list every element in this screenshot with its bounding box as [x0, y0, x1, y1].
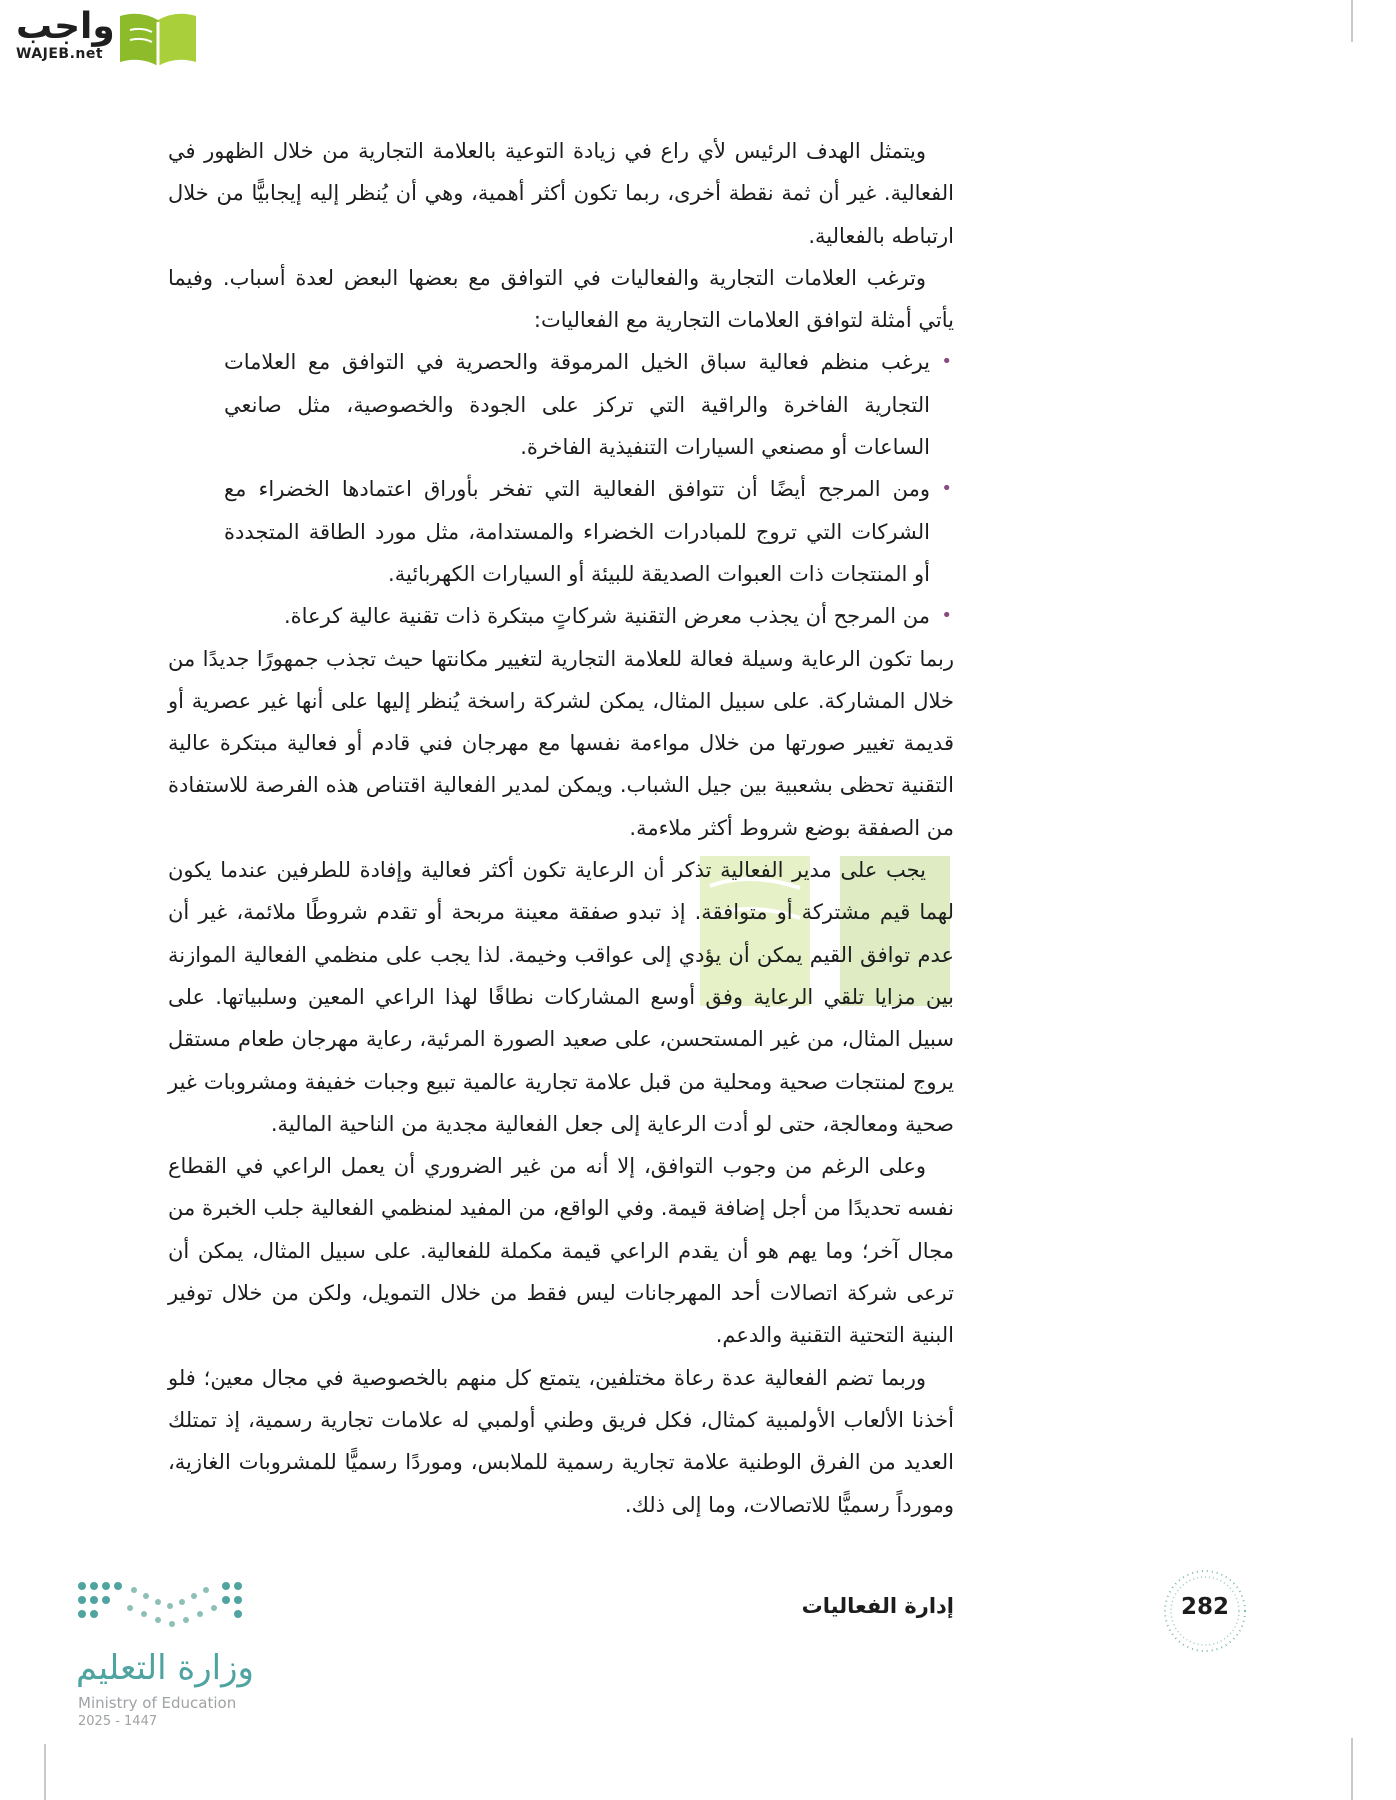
list-item-text: ومن المرجح أيضًا أن تتوافق الفعالية التي تفخر بأوراق اعتمادها الخضراء مع الشركات التي تروج للمبادرات الخضراء والمستدامة، مثل مورد الطاقة المتجددة أو المنتجات ذات العبوات الصديقة للبيئة أو السيارات الكهربائية.: [224, 477, 930, 586]
wajeb-logo[interactable]: [12, 6, 192, 70]
paragraph-primary-goal: ويتمثل الهدف الرئيس لأي راع في زيادة التوعية بالعلامة التجارية من خلال الظهور في الفعالية. غير أن ثمة نقطة أخرى، ربما تكون أكثر أهمية، وهي أن يُنظر إليه إيجابيًّا من خلال ارتباطه بالفعالية.: [168, 139, 954, 248]
page-number: 282: [1180, 1594, 1229, 1620]
list-item: [224, 468, 954, 595]
wajeb-logo-site: WAJEB.net: [16, 46, 104, 62]
wajeb-logo-word: واجب: [16, 6, 115, 47]
paragraph-multiple-sponsors: وربما تضم الفعالية عدة رعاة مختلفين، يتمتع كل منهم بالخصوصية في مجال معين؛ فلو أخذنا الألعاب الأولمبية كمثال، فكل فريق وطني أولمبي له علامات تجارية رسمية، إذ تمتلك العديد من الفرق الوطنية علامة تجارية رسمية للملابس، وموردًا رسميًّا للمشروبات الغازية، ومورداً رسميًّا للاتصالات، وما إلى ذلك.: [168, 1365, 954, 1517]
bullet-icon: •: [941, 351, 952, 373]
bullet-icon: •: [941, 605, 952, 627]
page-body: [168, 130, 954, 1526]
open-book-icon: [116, 10, 200, 68]
ministry-of-education-logo: [74, 1578, 274, 1728]
ministry-year: 2025 - 1447: [78, 1714, 158, 1729]
paragraph-brand-alignment: وترغب العلامات التجارية والفعاليات في التوافق مع بعضها البعض لعدة أسباب. وفيما يأتي أمثلة لتوافق العلامات التجارية مع الفعاليات:: [168, 265, 954, 333]
examples-list: [168, 341, 954, 637]
crop-mark-bottom-right: [1351, 1738, 1353, 1800]
paragraph-repositioning: ربما تكون الرعاية وسيلة فعالة للعلامة التجارية لتغيير مكانتها حيث تجذب جمهورًا جديدًا من خلال المشاركة. على سبيل المثال، يمكن لشركة راسخة يُنظر إليها على أنها غير عصرية أو قديمة تغيير صورتها من خلال مواءمة نفسها مع مهرجان فني قادم أو فعالية مبتكرة عالية التقنية تحظى بشعبية بين جيل الشباب. ويمكن لمدير الفعالية اقتناص هذه الفرصة للاستفادة من الصفقة بوضع شروط أكثر ملاءمة.: [168, 646, 954, 840]
bullet-icon: •: [941, 478, 952, 500]
crop-mark-bottom-left: [44, 1744, 46, 1800]
list-item-text: يرغب منظم فعالية سباق الخيل المرموقة والحصرية في التوافق مع العلامات التجارية الفاخرة والراقية التي تركز على الجودة والخصوصية، مثل صانعي الساعات أو مصنعي السيارات التنفيذية الفاخرة.: [224, 350, 930, 460]
list-item: [224, 595, 954, 637]
list-item: [224, 341, 954, 468]
list-item-text: من المرجح أن يجذب معرض التقنية شركاتٍ مبتكرة ذات تقنية عالية كرعاة.: [283, 604, 930, 629]
ministry-name-ar: وزارة التعليم: [76, 1648, 254, 1688]
paragraph-complementary-value: وعلى الرغم من وجوب التوافق، إلا أنه من غير الضروري أن يعمل الراعي في القطاع نفسه تحديدًا من أجل إضافة قيمة. وفي الواقع، من المفيد لمنظمي الفعالية جلب الخبرة من مجال آخر؛ وما يهم هو أن يقدم الراعي قيمة مكملة للفعالية. على سبيل المثال، يمكن أن ترعى شركة اتصالات أحد المهرجانات ليس فقط من خلال التمويل، ولكن من خلال توفير البنية التحتية التقنية والدعم.: [168, 1154, 954, 1348]
ministry-name-en: Ministry of Education: [78, 1694, 237, 1712]
book-title: إدارة الفعاليات: [801, 1594, 954, 1618]
paragraph-shared-values: يجب على مدير الفعالية تذكر أن الرعاية تكون أكثر فعالية وإفادة للطرفين عندما يكون لهما قيم مشتركة أو متوافقة. إذ تبدو صفقة معينة مربحة أو تقدم شروطًا ملائمة، غير أن عدم توافق القيم يمكن أن يؤدي إلى عواقب وخيمة. لذا يجب على منظمي الفعالية الموازنة بين مزايا تلقي الرعاية وفق أوسع المشاركات نطاقًا لهذا الراعي المعين وسلبياتها. على سبيل المثال، من غير المستحسن، على صعيد الصورة المرئية، رعاية مهرجان طعام مستقل يروج لمنتجات صحية ومحلية من قبل علامة تجارية عالمية تبيع وجبات خفيفة ومشروبات غير صحية ومعالجة، حتى لو أدت الرعاية إلى جعل الفعالية مجدية من الناحية المالية.: [168, 858, 954, 1136]
ministry-dots-emblem: [74, 1578, 250, 1638]
crop-mark-top-right: [1351, 0, 1353, 42]
